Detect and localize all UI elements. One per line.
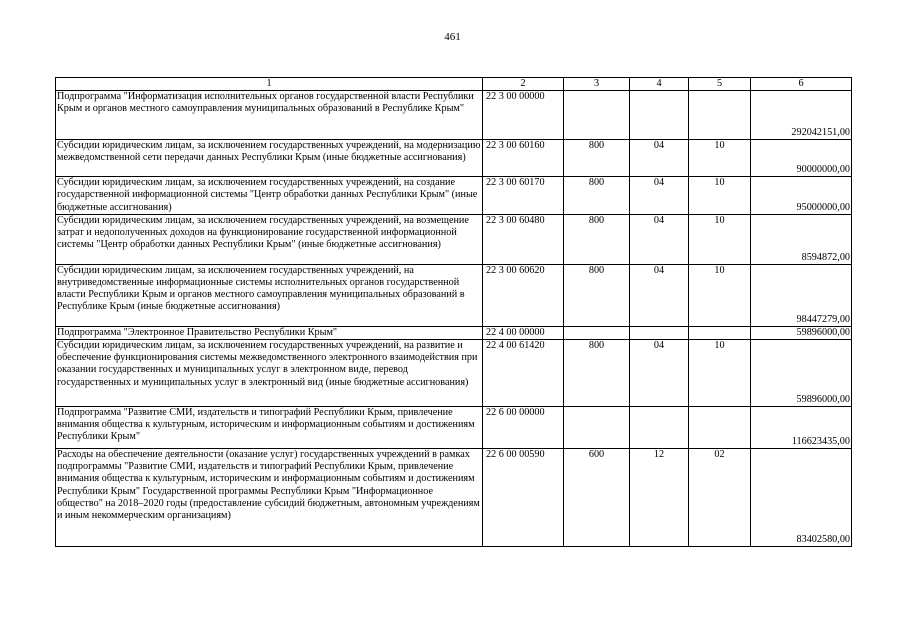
row-description: Расходы на обеспечение деятельности (оказание услуг) государственных учреждений в рамках подпрограммы "Развитие СМИ, издательств и типографий Республики Крым, привлечение внимания общества к культурным, историческим и информационным событиям и достижениям Республики Крым" Государственной программы Республики Крым "Информационное общество" на 2018–2020 годы (предоставление субсидий бюджетным, автономным учреждениям и иным некоммерческим организациям) [56, 449, 483, 547]
table-row [56, 214, 852, 264]
row-col4: 04 [630, 140, 689, 177]
row-amount: 90000000,00 [751, 140, 852, 177]
row-description: Субсидии юридическим лицам, за исключением государственных учреждений, на модернизацию межведомственной сети передачи данных Республики Крым (иные бюджетные ассигнования) [56, 140, 483, 177]
row-col5 [689, 91, 751, 140]
row-col3 [564, 407, 630, 449]
column-header: 6 [751, 78, 852, 91]
table-row [56, 177, 852, 215]
row-col5: 10 [689, 177, 751, 215]
row-col3 [564, 326, 630, 339]
row-col3: 800 [564, 340, 630, 407]
row-description: Подпрограмма "Электронное Правительство Республики Крым" [56, 326, 483, 339]
row-col3: 800 [564, 177, 630, 215]
row-amount: 83402580,00 [751, 449, 852, 547]
row-col4: 04 [630, 177, 689, 215]
row-code: 22 6 00 00590 [483, 449, 564, 547]
row-col5: 10 [689, 340, 751, 407]
row-col4 [630, 407, 689, 449]
row-col5 [689, 326, 751, 339]
row-col4 [630, 91, 689, 140]
budget-table [55, 77, 852, 547]
row-amount: 59896000,00 [751, 326, 852, 339]
row-code: 22 4 00 00000 [483, 326, 564, 339]
column-header: 3 [564, 78, 630, 91]
row-code: 22 3 00 00000 [483, 91, 564, 140]
row-code: 22 3 00 60620 [483, 264, 564, 326]
row-amount: 59896000,00 [751, 340, 852, 407]
row-col5: 02 [689, 449, 751, 547]
row-col3: 800 [564, 214, 630, 264]
column-header: 2 [483, 78, 564, 91]
row-amount: 98447279,00 [751, 264, 852, 326]
table-row [56, 326, 852, 339]
row-description: Подпрограмма "Развитие СМИ, издательств и типографий Республики Крым, привлечение внимания общества к культурным, историческим и информационным событиям и достижениям Республики Крым" [56, 407, 483, 449]
row-col3: 800 [564, 140, 630, 177]
row-code: 22 3 00 60480 [483, 214, 564, 264]
row-col3 [564, 91, 630, 140]
row-amount: 8594872,00 [751, 214, 852, 264]
row-description: Подпрограмма "Информатизация исполнительных органов государственной власти Республики Крым и органов местного самоуправления муниципальных образований в Республике Крым" [56, 91, 483, 140]
table-row [56, 264, 852, 326]
column-header: 4 [630, 78, 689, 91]
row-description: Субсидии юридическим лицам, за исключением государственных учреждений, на возмещение затрат и недополученных доходов на функционирование государственной информационной системы "Центр обработки данных Республики Крым" (иные бюджетные ассигнования) [56, 214, 483, 264]
row-col4: 04 [630, 340, 689, 407]
row-description: Субсидии юридическим лицам, за исключением государственных учреждений, на внутриведомственные информационные системы исполнительных органов государственной власти Республики Крым и органов местного самоуправления муниципальных образований в Республике Крым (иные бюджетные ассигнования) [56, 264, 483, 326]
row-col5: 10 [689, 140, 751, 177]
row-col4: 04 [630, 214, 689, 264]
table-row [56, 407, 852, 449]
row-description: Субсидии юридическим лицам, за исключением государственных учреждений, на создание государственной информационной системы "Центр обработки данных Республики Крым" (иные бюджетные ассигнования) [56, 177, 483, 215]
row-code: 22 3 00 60170 [483, 177, 564, 215]
row-col5: 10 [689, 264, 751, 326]
row-col5 [689, 407, 751, 449]
row-amount: 95000000,00 [751, 177, 852, 215]
table-row [56, 91, 852, 140]
page-number: 461 [444, 31, 461, 43]
row-code: 22 6 00 00000 [483, 407, 564, 449]
row-col4: 12 [630, 449, 689, 547]
row-col3: 800 [564, 264, 630, 326]
row-amount: 116623435,00 [751, 407, 852, 449]
table-header-row [56, 78, 852, 91]
row-col5: 10 [689, 214, 751, 264]
row-code: 22 4 00 61420 [483, 340, 564, 407]
column-header: 1 [56, 78, 483, 91]
row-col4: 04 [630, 264, 689, 326]
table-row [56, 340, 852, 407]
table-row [56, 140, 852, 177]
row-col4 [630, 326, 689, 339]
row-amount: 292042151,00 [751, 91, 852, 140]
table-row [56, 449, 852, 547]
row-code: 22 3 00 60160 [483, 140, 564, 177]
row-col3: 600 [564, 449, 630, 547]
row-description: Субсидии юридическим лицам, за исключением государственных учреждений, на развитие и обеспечение функционирования системы межведомственного электронного взаимодействия при оказании государственных и муниципальных услуг в электронном виде, перевод государственных и муниципальных услуг в электронный вид (иные бюджетные ассигнования) [56, 340, 483, 407]
column-header: 5 [689, 78, 751, 91]
